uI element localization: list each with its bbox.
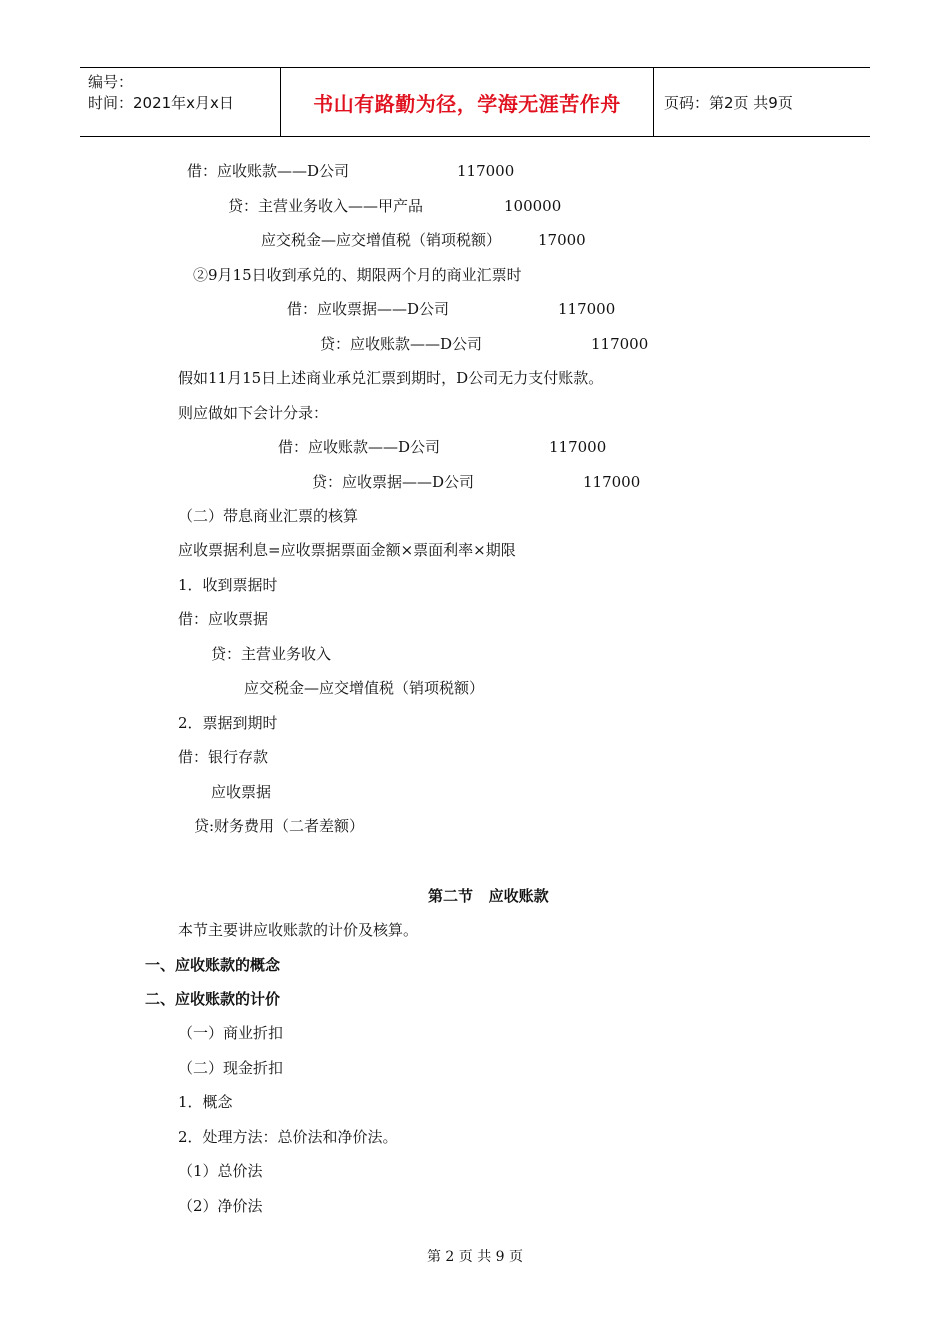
section-heading: 一、应收账款的概念 (145, 956, 281, 974)
body-paragraph: 假如11月15日上述商业承兑汇票到期时，D公司无力支付账款。 (178, 369, 604, 387)
journal-line-debit: 借：应收票据 (178, 610, 269, 628)
document-number-label: 编号： (88, 73, 134, 91)
journal-line-credit: 贷：应收账款——D公司 (320, 335, 483, 353)
journal-amount: 117000 (549, 438, 607, 456)
header-left-cell (80, 68, 281, 136)
journal-line-debit: 借：应收账款——D公司 (278, 438, 441, 456)
formula-line: 应收票据利息=应收票据票面金额×票面利率×期限 (178, 541, 516, 559)
page-footer: 第 2 页 共 9 页 (426, 1249, 524, 1265)
list-item: 2．处理方法：总价法和净价法。 (178, 1128, 398, 1146)
page-header (80, 67, 870, 137)
list-item: 1．收到票据时 (178, 576, 278, 594)
subsection-heading: （二）带息商业汇票的核算 (178, 507, 359, 525)
journal-amount: 117000 (583, 473, 641, 491)
journal-amount: 17000 (538, 231, 586, 249)
journal-line-debit: 借：应收账款——D公司 (187, 162, 350, 180)
header-page-cell (654, 68, 870, 136)
list-item: （二）现金折扣 (178, 1059, 284, 1077)
header-motto: 书山有路勤为径，学海无涯苦作舟 (313, 91, 621, 116)
body-paragraph: 则应做如下会计分录： (178, 404, 329, 422)
list-item: （一）商业折扣 (178, 1024, 284, 1042)
body-paragraph: ②9月15日收到承兑的、期限两个月的商业汇票时 (193, 266, 522, 284)
list-item: 2．票据到期时 (178, 714, 278, 732)
journal-amount: 117000 (591, 335, 649, 353)
section-title: 第二节 应收账款 (428, 887, 549, 905)
journal-line-credit: 应交税金—应交增值税（销项税额） (244, 679, 485, 697)
journal-amount: 100000 (504, 197, 562, 215)
journal-line-debit: 借：银行存款 (178, 748, 269, 766)
section-heading: 二、应收账款的计价 (145, 990, 281, 1008)
header-motto-cell (281, 68, 654, 136)
journal-line-credit: 贷：主营业务收入 (211, 645, 332, 663)
journal-line-debit: 应收票据 (211, 783, 272, 801)
journal-line-credit: 应交税金—应交增值税（销项税额） (261, 231, 502, 249)
journal-line-credit: 贷:财务费用（二者差额） (194, 817, 365, 835)
header-page-info: 页码：第2页 共9页 (664, 93, 793, 112)
body-paragraph: 本节主要讲应收账款的计价及核算。 (178, 921, 419, 939)
list-item: （1）总价法 (178, 1162, 263, 1180)
journal-line-credit: 贷：应收票据——D公司 (312, 473, 475, 491)
list-item: 1．概念 (178, 1093, 233, 1111)
journal-line-debit: 借：应收票据——D公司 (287, 300, 450, 318)
document-date-label: 时间：2021年x月x日 (88, 94, 234, 112)
journal-line-credit: 贷：主营业务收入——甲产品 (228, 197, 424, 215)
list-item: （2）净价法 (178, 1197, 263, 1215)
journal-amount: 117000 (558, 300, 616, 318)
journal-amount: 117000 (457, 162, 515, 180)
